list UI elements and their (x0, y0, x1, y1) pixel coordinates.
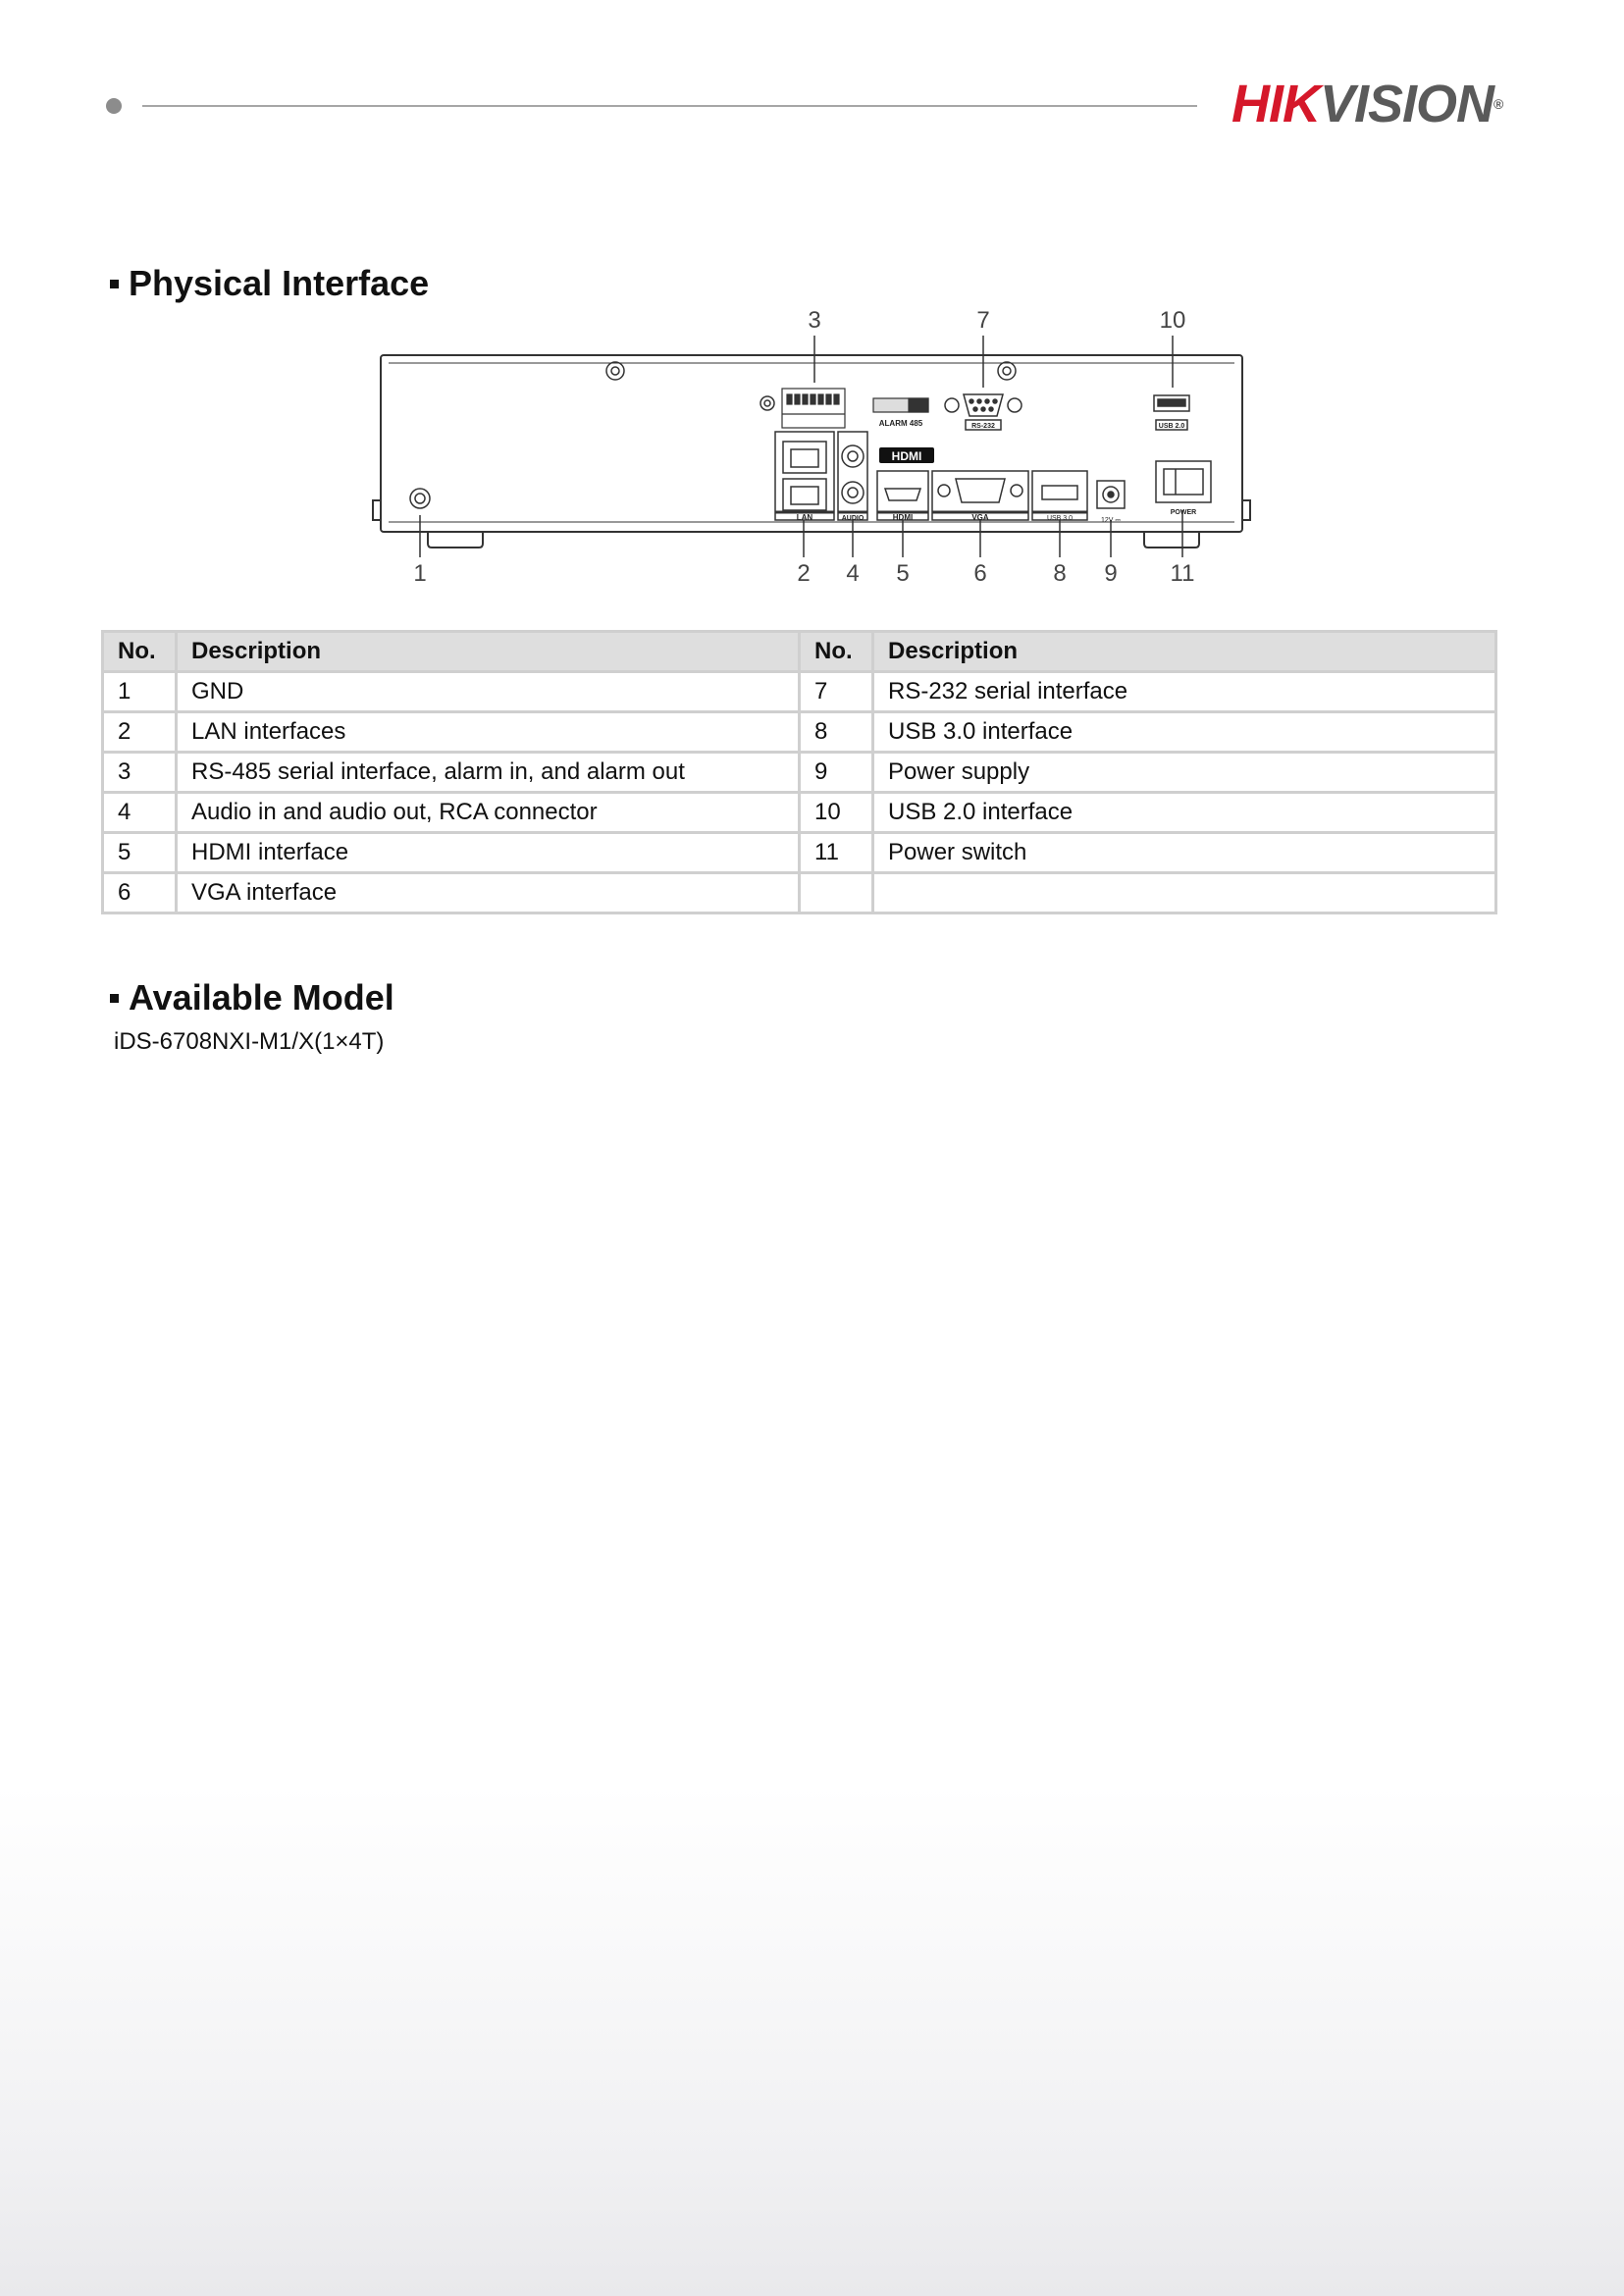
callout-6: 6 (973, 560, 987, 587)
header-no-right: No. (800, 632, 873, 672)
callout-5: 5 (896, 560, 910, 587)
table-row (103, 753, 1496, 793)
cell-no: 1 (103, 672, 177, 712)
table-row (103, 833, 1496, 873)
cell-no: 11 (800, 833, 873, 873)
alarm-label: ALARM 485 (878, 419, 923, 428)
bullet-icon (110, 280, 119, 288)
callout-7: 7 (976, 307, 990, 334)
cell-description: RS-485 serial interface, alarm in, and alarm out (177, 753, 800, 793)
background-fade (0, 1786, 1624, 2296)
available-model-title-text: Available Model (129, 977, 394, 1018)
callout-8: 8 (1053, 560, 1067, 587)
callout-10: 10 (1159, 307, 1186, 334)
callout-2: 2 (797, 560, 811, 587)
audio-label: AUDIO (841, 515, 864, 522)
header-dot (106, 98, 122, 114)
callout-1: 1 (413, 560, 427, 587)
callout-9: 9 (1104, 560, 1118, 587)
rear-panel-diagram (363, 304, 1266, 599)
callout-4: 4 (846, 560, 860, 587)
hdmi-logo: HDMI (891, 449, 922, 463)
cell-no (800, 873, 873, 913)
usb2-label: USB 2.0 (1158, 423, 1185, 430)
table-row (103, 873, 1496, 913)
hikvision-logo (1231, 75, 1502, 133)
logo-registered-mark: ® (1493, 96, 1503, 112)
table-header-row (103, 632, 1496, 672)
cell-no: 6 (103, 873, 177, 913)
callout-3: 3 (808, 307, 821, 334)
cell-no: 4 (103, 793, 177, 833)
interface-table (101, 630, 1497, 914)
dc-label: 12V ⎓ (1101, 517, 1121, 524)
cell-no: 10 (800, 793, 873, 833)
model-name: iDS-6708NXI-M1/X(1×4T) (114, 1028, 385, 1055)
vga-label: VGA (971, 513, 989, 522)
cell-no: 5 (103, 833, 177, 873)
cell-description: GND (177, 672, 800, 712)
header-description-right: Description (873, 632, 1496, 672)
cell-description: Power switch (873, 833, 1496, 873)
cell-description (873, 873, 1496, 913)
cell-no: 2 (103, 712, 177, 753)
physical-interface-title-text: Physical Interface (129, 263, 430, 303)
header-no-left: No. (103, 632, 177, 672)
physical-interface-title (110, 263, 429, 304)
cell-no: 9 (800, 753, 873, 793)
callout-11: 11 (1170, 560, 1195, 587)
table-row (103, 712, 1496, 753)
header-rule (142, 105, 1197, 107)
cell-description: VGA interface (177, 873, 800, 913)
bullet-icon (110, 994, 119, 1003)
cell-no: 8 (800, 712, 873, 753)
cell-description: LAN interfaces (177, 712, 800, 753)
usb3-label: USB 3.0 (1046, 515, 1074, 522)
logo-vision: VISION (1320, 75, 1494, 133)
cell-no: 3 (103, 753, 177, 793)
power-label: POWER (1170, 509, 1197, 516)
cell-description: USB 3.0 interface (873, 712, 1496, 753)
cell-no: 7 (800, 672, 873, 712)
table-row (103, 672, 1496, 712)
available-model-title (110, 977, 394, 1018)
logo-hik: HIK (1231, 75, 1320, 133)
cell-description: USB 2.0 interface (873, 793, 1496, 833)
header-description-left: Description (177, 632, 800, 672)
table-row (103, 793, 1496, 833)
hdmi-label: HDMI (892, 513, 914, 522)
cell-description: RS-232 serial interface (873, 672, 1496, 712)
cell-description: HDMI interface (177, 833, 800, 873)
cell-description: Audio in and audio out, RCA connector (177, 793, 800, 833)
lan-label: LAN (796, 513, 813, 522)
cell-description: Power supply (873, 753, 1496, 793)
rs232-label: RS-232 (971, 423, 995, 430)
